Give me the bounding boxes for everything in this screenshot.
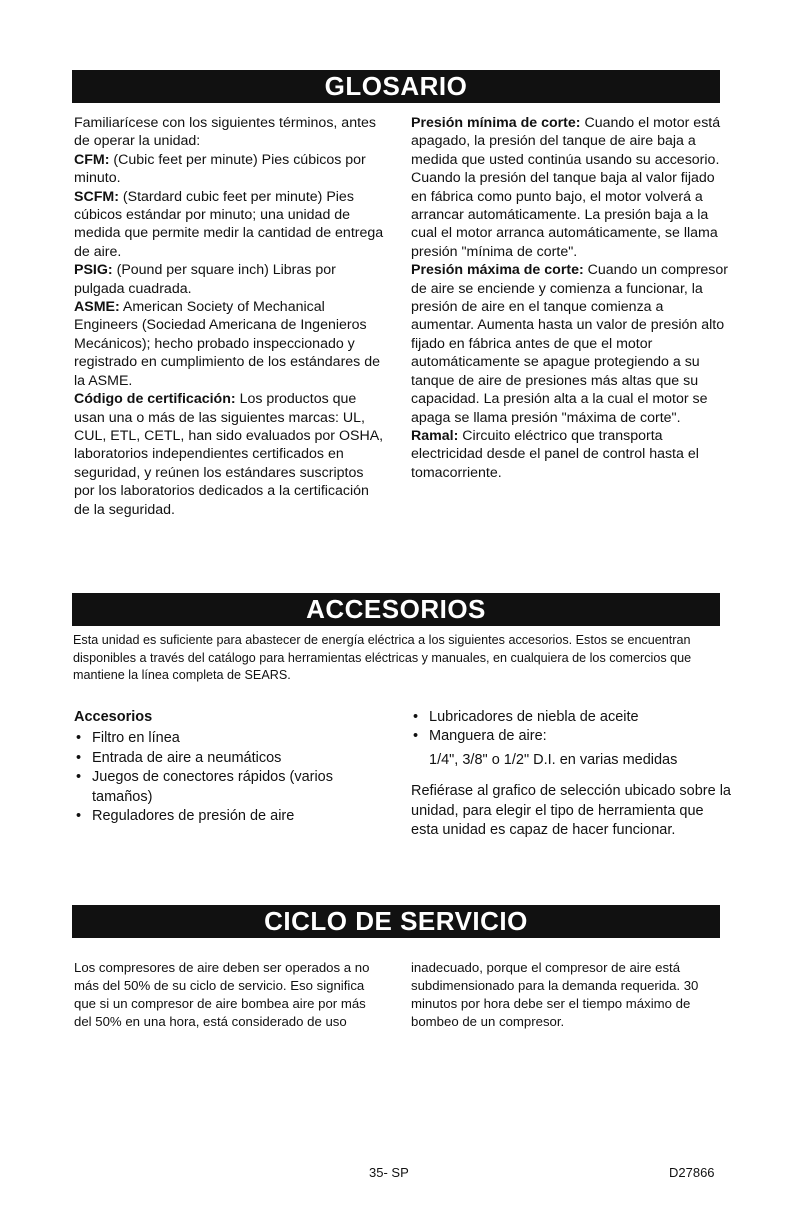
term-definition: Cuando un compresor de aire se enciende y comienza a funcionar, la presión de aire en el tanque comienza a aumentar. Aumenta hasta un valor de presión alto fijado en fábrica antes de que el motor automáticamente se apague protegiendo a su tanque de aire de presiones más altas que su capacidad. La presión alta a la cual el motor se apaga se llama presión "máxima de corte". xyxy=(411,262,729,426)
glosario-right-column xyxy=(411,114,729,482)
list-item xyxy=(411,727,731,746)
list-item-text: Reguladores de presión de aire xyxy=(92,808,295,825)
list-item xyxy=(74,729,374,748)
bullet-icon: • xyxy=(76,730,82,747)
term-label: ASME: xyxy=(74,299,120,316)
glosario-term-certificacion xyxy=(74,390,386,519)
term-label: Ramal: xyxy=(411,427,459,444)
accesorios-heading: Accesorios xyxy=(74,709,153,725)
glosario-term-psig xyxy=(74,261,386,298)
list-item-text: Entrada de aire a neumáticos xyxy=(92,749,282,766)
accesorios-right-list xyxy=(411,708,731,747)
accesorios-left-list xyxy=(74,729,374,826)
glosario-term-asme xyxy=(74,298,386,390)
ciclo-right-text: inadecuado, porque el compresor de aire está subdimensionado para la demanda requerida. 30 minutos por hora debe ser el tiempo máximo de bombeo de un compresor. xyxy=(411,960,699,1030)
term-definition: Circuito eléctrico que transporta electricidad desde el panel de control hasta el tomacorriente. xyxy=(411,427,699,481)
term-definition: Cuando el motor está apagado, la presión del tanque de aire baja a medida que usted continúa usando su accesorio. Cuando la presión del tanque baja al valor fijado en fábrica como punto bajo, el motor volverá a arrancar automáticamente. La presión baja a la cual el motor arranca automáticamente, se llama presión "mínima de corte". xyxy=(411,115,721,260)
glosario-intro: Familiarícese con los siguientes términos, antes de operar la unidad: xyxy=(74,115,377,150)
accesorios-left-column xyxy=(74,708,374,826)
term-definition: (Cubic feet per minute) Pies cúbicos por minuto. xyxy=(74,151,366,187)
list-item xyxy=(74,807,374,826)
accesorios-note: Refiérase al grafico de selección ubicado sobre la unidad, para elegir el tipo de herramienta que esta unidad es capaz de hacer funcionar. xyxy=(411,783,731,839)
document-code: D27866 xyxy=(669,1165,715,1180)
term-label: SCFM: xyxy=(74,188,119,205)
term-definition: Los productos que usan una o más de las siguientes marcas: UL, CUL, ETL, CETL, han sido evaluados por OSHA, laboratorios independientes certificados en seguridad, y reúnen los estándares suscriptos por los laboratorios dedicados a la certificación de la seguridad. xyxy=(74,391,384,518)
list-item xyxy=(411,708,731,727)
bullet-icon: • xyxy=(76,749,82,766)
hose-sizes: 1/4", 3/8" o 1/2" D.I. en varias medidas xyxy=(429,751,678,768)
accesorios-intro: Esta unidad es suficiente para abastecer de energía eléctrica a los siguientes accesorios. Estos se encuentran disponibles a través del catálogo para herramientas eléctricas y manuales, en cualquiera de los comercios que mantiene la línea completa de SEARS. xyxy=(73,633,692,683)
bullet-icon: • xyxy=(76,769,82,786)
accesorios-banner: ACCESORIOS xyxy=(72,593,720,626)
list-item xyxy=(74,749,374,768)
glosario-term-presion-maxima xyxy=(411,261,729,427)
list-item-text: Manguera de aire: xyxy=(429,728,547,745)
bullet-icon: • xyxy=(413,709,419,725)
term-label: CFM: xyxy=(74,151,110,168)
ciclo-banner: CICLO DE SERVICIO xyxy=(72,905,720,938)
list-item xyxy=(74,768,374,807)
bullet-icon: • xyxy=(76,808,82,825)
term-label: Presión mínima de corte: xyxy=(411,115,581,131)
term-label: Presión máxima de corte: xyxy=(411,262,584,279)
glosario-term-presion-minima xyxy=(411,114,729,261)
glosario-banner: GLOSARIO xyxy=(72,70,720,103)
page-number: 35- SP xyxy=(369,1165,409,1180)
ciclo-left-text: Los compresores de aire deben ser operados a no más del 50% de su ciclo de servicio. Eso significa que si un compresor de aire bombea aire por más del 50% en una hora, está considerado de uso xyxy=(74,960,370,1030)
glosario-term-cfm xyxy=(74,151,386,188)
term-definition: (Pound per square inch) Libras por pulgada cuadrada. xyxy=(74,262,336,297)
glosario-term-ramal xyxy=(411,427,729,482)
list-item-text: Juegos de conectores rápidos (varios tamaños) xyxy=(92,769,333,805)
glosario-term-scfm xyxy=(74,188,386,262)
term-definition: American Society of Mechanical Engineers (Sociedad Americana de Ingenieros Mecánicos); hecho probado inspeccionado y registrado en cumplimiento de los estándares de la ASME. xyxy=(74,299,380,389)
accesorios-right-column xyxy=(411,708,731,840)
list-item-text: Lubricadores de niebla de aceite xyxy=(429,709,639,725)
list-item-text: Filtro en línea xyxy=(92,730,180,747)
bullet-icon: • xyxy=(413,728,419,745)
term-label: PSIG: xyxy=(74,262,113,279)
glosario-left-column xyxy=(74,114,386,519)
term-definition: (Stardard cubic feet per minute) Pies cúbicos estándar por minuto; una unidad de medida que permite medir la cantidad de entrega de aire. xyxy=(74,188,384,260)
term-label: Código de certificación: xyxy=(74,391,236,408)
